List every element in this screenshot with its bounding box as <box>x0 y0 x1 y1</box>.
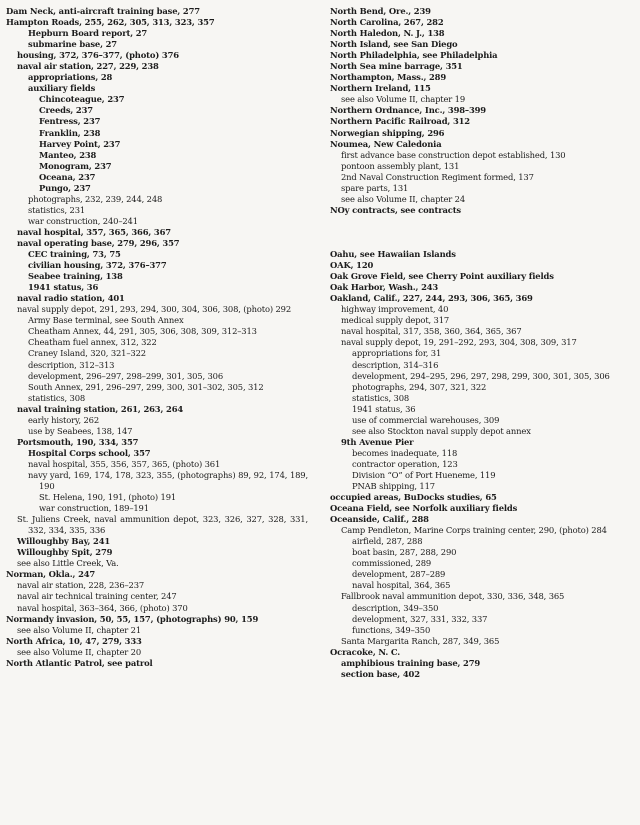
index-entry: Northern Ordnance, Inc., 398–399 <box>330 105 486 116</box>
index-subentry: functions, 349–350 <box>352 624 431 635</box>
index-subentry: see also Little Creek, Va. <box>17 558 119 569</box>
index-subentry: photographs, 232, 239, 244, 248 <box>28 193 163 204</box>
index-subentry: Chincoteague, 237 <box>39 94 125 105</box>
index-subentry: Division “O” of Port Hueneme, 119 <box>352 469 496 480</box>
index-subentry: 9th Avenue Pier <box>341 436 414 447</box>
index-subentry: Cheatham Annex, 44, 291, 305, 306, 308, 309, 312–313 <box>28 326 257 337</box>
index-subentry: CEC training, 73, 75 <box>28 249 121 260</box>
index-subentry: navy yard, 169, 174, 178, 323, 355, (photographs) 89, 92, 174, 189, 190 <box>28 469 308 492</box>
index-subentry: medical supply depot, 317 <box>341 315 450 326</box>
index-entry: Hampton Roads, 255, 262, 305, 313, 323, 357 <box>6 17 215 28</box>
index-spacer <box>330 238 633 249</box>
index-subentry: war construction, 189–191 <box>39 503 149 514</box>
index-subentry: boat basin, 287, 288, 290 <box>352 547 457 558</box>
index-subentry: see also Volume II, chapter 21 <box>17 624 142 635</box>
index-subentry: development, 296–297, 298–299, 301, 305, 306 <box>28 370 224 381</box>
index-subentry: South Annex, 291, 296–297, 299, 300, 301–302, 305, 312 <box>28 381 264 392</box>
index-subentry: Pungo, 237 <box>39 182 91 193</box>
index-subentry: naval air station, 227, 229, 238 <box>17 61 159 72</box>
index-subentry: Portsmouth, 190, 334, 357 <box>17 436 139 447</box>
index-subentry: Fallbrook naval ammunition depot, 330, 336, 348, 365 <box>341 591 565 602</box>
index-subentry: first advance base construction depot established, 130 <box>341 149 566 160</box>
index-subentry: description, 349–350 <box>352 602 439 613</box>
index-subentry: naval radio station, 401 <box>17 293 125 304</box>
index-column-right <box>330 6 633 680</box>
index-entry: North Island, see San Diego <box>330 39 458 50</box>
index-subentry: amphibious training base, 279 <box>341 657 481 668</box>
index-subentry: Harvey Point, 237 <box>39 138 121 149</box>
index-entry: Oak Harbor, Wash., 243 <box>330 282 439 293</box>
index-entry: Northern Pacific Railroad, 312 <box>330 116 470 127</box>
index-entry: Northern Ireland, 115 <box>330 83 431 94</box>
index-subentry: Hospital Corps school, 357 <box>28 447 151 458</box>
index-subentry: development, 287–289 <box>352 569 446 580</box>
index-entry: North Atlantic Patrol, see patrol <box>6 657 153 668</box>
index-entry: NOy contracts, see contracts <box>330 204 461 215</box>
index-subentry: St. Helena, 190, 191, (photo) 191 <box>39 492 177 503</box>
index-entry: North Philadelphia, see Philadelphia <box>330 50 498 61</box>
index-subentry: appropriations, 28 <box>28 72 113 83</box>
index-subentry: naval hospital, 363–364, 366, (photo) 370 <box>17 602 188 613</box>
index-subentry: naval hospital, 364, 365 <box>352 580 451 591</box>
index-subentry: section base, 402 <box>341 668 420 679</box>
index-subentry: development, 294–295, 296, 297, 298, 299, 300, 301, 305, 306 <box>352 370 610 381</box>
index-subentry: Craney Island, 320, 321–322 <box>28 348 146 359</box>
index-subentry: war construction, 240–241 <box>28 215 138 226</box>
index-subentry: see also Stockton naval supply depot annex <box>352 425 531 436</box>
index-subentry: naval hospital, 355, 356, 357, 365, (photo) 361 <box>28 458 221 469</box>
index-subentry: Oceana, 237 <box>39 171 96 182</box>
index-entry: Dam Neck, anti-aircraft training base, 277 <box>6 6 200 16</box>
index-subentry: Cheatham fuel annex, 312, 322 <box>28 337 157 348</box>
index-subentry: photographs, 294, 307, 321, 322 <box>352 381 487 392</box>
index-subentry: St. Juliens Creek, naval ammunition depot, 323, 326, 327, 328, 331, 332, 334, 335, 336 <box>17 514 308 536</box>
index-subentry: description, 314–316 <box>352 359 439 370</box>
index-subentry: submarine base, 27 <box>28 39 117 50</box>
index-subentry: naval hospital, 357, 365, 366, 367 <box>17 226 171 237</box>
index-entry: North Africa, 10, 47, 279, 333 <box>6 635 142 646</box>
index-subentry: Fentress, 237 <box>39 116 101 127</box>
index-subentry: see also Volume II, chapter 19 <box>341 94 466 105</box>
index-subentry: housing, 372, 376–377, (photo) 376 <box>17 50 179 61</box>
index-subentry: Army Base terminal, see South Annex <box>28 315 184 326</box>
index-subentry: Manteo, 238 <box>39 149 97 160</box>
index-subentry: early history, 262 <box>28 414 100 425</box>
index-subentry: Franklin, 238 <box>39 127 101 138</box>
index-entry: Northampton, Mass., 289 <box>330 72 447 83</box>
index-entry: Oahu, see Hawaiian Islands <box>330 249 456 260</box>
index-subentry: appropriations for, 31 <box>352 348 442 359</box>
index-subentry: see also Volume II, chapter 20 <box>17 646 142 657</box>
index-subentry: naval training station, 261, 263, 264 <box>17 403 184 414</box>
index-spacer <box>330 227 633 238</box>
index-subentry: 1941 status, 36 <box>352 403 416 414</box>
index-subentry: use of commercial warehouses, 309 <box>352 414 500 425</box>
index-subentry: Hepburn Board report, 27 <box>28 28 148 39</box>
index-subentry: see also Volume II, chapter 24 <box>341 193 466 204</box>
index-entry: North Haledon, N. J., 138 <box>330 28 445 39</box>
index-subentry: Willoughby Spit, 279 <box>17 547 113 558</box>
index-subentry: airfield, 287, 288 <box>352 536 423 547</box>
index-subentry: naval operating base, 279, 296, 357 <box>17 237 180 248</box>
index-subentry: Creeds, 237 <box>39 105 93 116</box>
index-subentry: Seabee training, 138 <box>28 271 123 282</box>
index-entry: Oak Grove Field, see Cherry Point auxiliary fields <box>330 271 554 282</box>
index-subentry: description, 312–313 <box>28 359 115 370</box>
index-subentry: statistics, 308 <box>28 392 86 403</box>
index-subentry: highway improvement, 40 <box>341 304 449 315</box>
index-subentry: Monogram, 237 <box>39 160 112 171</box>
index-entry: Noumea, New Caledonia <box>330 138 442 149</box>
index-subentry: contractor operation, 123 <box>352 458 458 469</box>
index-entry: Norman, Okla., 247 <box>6 569 96 580</box>
index-subentry: 2nd Naval Construction Regiment formed, 137 <box>341 171 534 182</box>
index-entry: North Carolina, 267, 282 <box>330 17 444 28</box>
index-subentry: statistics, 231 <box>28 204 86 215</box>
index-entry: Oakland, Calif., 227, 244, 293, 306, 365, 369 <box>330 293 533 304</box>
index-subentry: commissioned, 289 <box>352 558 432 569</box>
index-subentry: use by Seabees, 138, 147 <box>28 425 133 436</box>
index-entry: Oceana Field, see Norfolk auxiliary fields <box>330 503 518 514</box>
index-entry: occupied areas, BuDocks studies, 65 <box>330 492 497 503</box>
index-subentry: development, 327, 331, 332, 337 <box>352 613 488 624</box>
index-subentry: naval supply depot, 291, 293, 294, 300, 304, 306, 308, (photo) 292 <box>17 304 292 315</box>
index-entry: North Sea mine barrage, 351 <box>330 61 463 72</box>
index-entry: Oceanside, Calif., 288 <box>330 514 429 525</box>
index-entry: OAK, 120 <box>330 260 374 271</box>
index-subentry: statistics, 308 <box>352 392 410 403</box>
index-subentry: becomes inadequate, 118 <box>352 447 458 458</box>
index-subentry: naval air station, 228, 236–237 <box>17 580 145 591</box>
index-entry: North Bend, Ore., 239 <box>330 6 431 16</box>
index-subentry: auxiliary fields <box>28 83 96 94</box>
index-subentry: Willoughby Bay, 241 <box>17 536 111 547</box>
index-subentry: naval supply depot, 19, 291–292, 293, 304, 308, 309, 317 <box>341 337 577 348</box>
index-subentry: civilian housing, 372, 376–377 <box>28 260 167 271</box>
index-entry: Normandy invasion, 50, 55, 157, (photographs) 90, 159 <box>6 613 259 624</box>
index-subentry: Santa Margarita Ranch, 287, 349, 365 <box>341 635 500 646</box>
index-entry: Norwegian shipping, 296 <box>330 127 445 138</box>
index-subentry: pontoon assembly plant, 131 <box>341 160 460 171</box>
index-subentry: PNAB shipping, 117 <box>352 481 435 492</box>
index-column-left <box>6 6 308 669</box>
index-spacer <box>330 216 633 227</box>
index-entry: Ocracoke, N. C. <box>330 646 401 657</box>
index-subentry: spare parts, 131 <box>341 182 409 193</box>
index-subentry: 1941 status, 36 <box>28 282 99 293</box>
index-subentry: naval hospital, 317, 358, 360, 364, 365, 367 <box>341 326 522 337</box>
index-subentry: naval air technical training center, 247 <box>17 591 177 602</box>
index-subentry: Camp Pendleton, Marine Corps training center, 290, (photo) 284 <box>341 525 607 536</box>
